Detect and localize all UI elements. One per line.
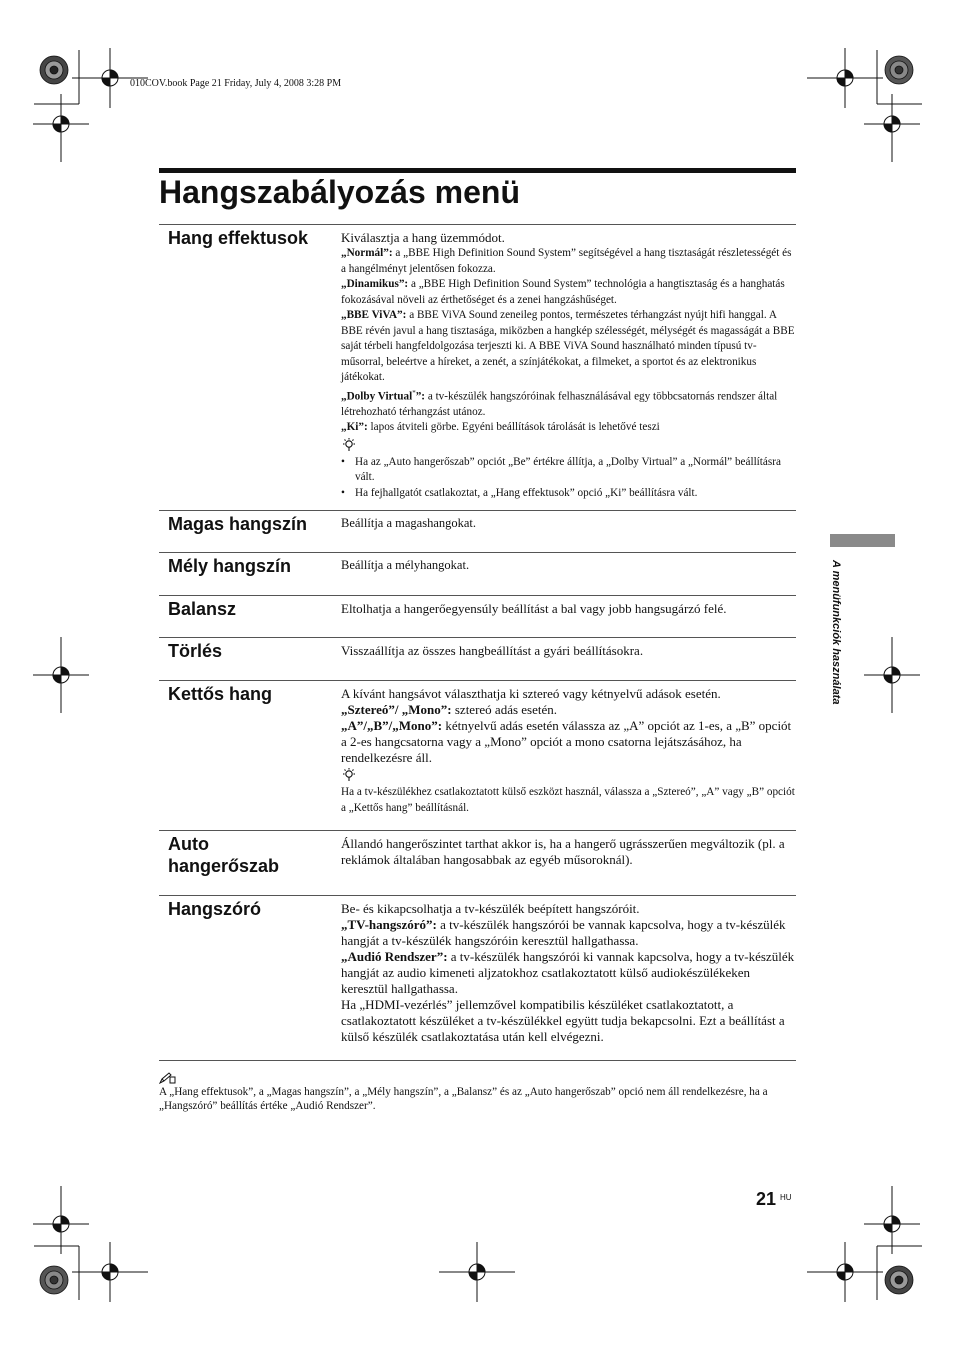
section-label: Balansz xyxy=(168,599,237,619)
section-hangszoro xyxy=(159,895,796,1061)
section-label: Mély hangszín xyxy=(168,556,292,576)
option-dolby-virtual: „Dolby Virtual*”: a tv-készülék hangszóróinak felhasználásával egy többcsatornás rendszer által létrehozható térhangzást utánoz. xyxy=(341,388,778,418)
section-torles xyxy=(159,637,796,681)
section-mely-hangszin xyxy=(159,552,796,596)
hdmi-text: Ha „HDMI-vezérlés” jellemzővel kompatibilis készüléket csatlakoztatott, a csatlakoztatott készüléket a tv-készülékkel együtt tudja bekapcsolni. Ezt a beállítást a külső készülék csatlakoztatása után kell elvégezni. xyxy=(341,997,785,1044)
option-ki: „Ki”: lapos átviteli görbe. Egyéni beállítások tárolását is lehetővé teszi xyxy=(341,421,660,434)
intro-text: Kiválasztja a hang üzemmódot. xyxy=(341,230,505,245)
section-label: Kettős hang xyxy=(168,684,273,704)
section-label: Törlés xyxy=(168,641,223,661)
page-language: HU xyxy=(780,1193,792,1202)
section-body xyxy=(341,686,796,816)
note-block xyxy=(159,1072,779,1113)
section-body: Eltolhatja a hangerőegyensúly beállítást a bal vagy jobb hangsugárzó felé. xyxy=(341,601,727,616)
option-dinamikus: „Dinamikus”: a „BBE High Definition Sound System” technológia a hangtisztaság és a hanghatás fokozásával növeli az érthetőséget és a zenei hangzáshűséget. xyxy=(341,278,785,306)
section-body: Beállítja a magashangokat. xyxy=(341,516,477,530)
tip-text: Ha a tv-készülékhez csatlakoztatott külső eszközt használ, válassza a „Sztereó”, „A” vagy „B” opciót a „Kettős hang” beállításnál. xyxy=(341,786,795,814)
intro-text: A kívánt hangsávot választhatja ki sztereó vagy kétnyelvű adások esetén. xyxy=(341,686,721,701)
tips-list xyxy=(341,455,796,502)
section-label: Hangszóró xyxy=(168,899,262,919)
pencil-note-icon xyxy=(159,1072,177,1084)
title-rule xyxy=(159,168,796,173)
section-hang-effektusok xyxy=(159,224,796,511)
section-label: Magas hangszín xyxy=(168,514,308,534)
tip-item: • Ha fejhallgatót csatlakoztat, a „Hang effektusok” opció „Ki” beállításra vált. xyxy=(341,486,796,502)
section-body xyxy=(341,230,796,501)
option-audio-rendszer: „Audió Rendszer”: a tv-készülék hangszórói ki vannak kapcsolva, hogy a tv-készülék hangját az audio kimeneti aljzatokhoz csatlakoztatott külső audiokészülékeken keresztül hallgathassa. xyxy=(341,949,795,996)
section-magas-hangszin xyxy=(159,510,796,553)
file-info-header: 010COV.book Page 21 Friday, July 4, 2008 3:28 PM xyxy=(130,78,342,89)
option-normal: „Normál”: a „BBE High Definition Sound System” segítségével a hang tisztaságát részletességét és a hangélményt jelentősen fokozza. xyxy=(341,247,792,275)
note-text: A „Hang effektusok”, a „Magas hangszín”, a „Mély hangszín”, a „Balansz” és az „Auto hangerőszab” opció nem áll rendelkezésre, ha a „Hangszóró” beállítás értéke „Audió Rendszer”. xyxy=(159,1086,768,1112)
section-body: Állandó hangerőszintet tarthat akkor is, ha a hangerő ugrásszerűen megváltozik (pl. a reklámok általában hangosabbak az egyéb műsoroknál). xyxy=(341,836,785,867)
option-bbe-viva: „BBE ViVA”: a BBE ViVA Sound zeneileg pontos, természetes térhangzást nyújt hifi hanggal. A BBE révén javul a hang tisztasága, miközben a hangkép szélességét, mélységét és magasságát a BBE saját térbeli hangfeldolgozása terjeszti ki. A BBE ViVA Sound használható minden típusú tv-műsorral, beleértve a híreket, a zenét, a színjátékokat, a filmeket, a sportot és az elektronikus játékokat. xyxy=(341,309,795,383)
chapter-tab xyxy=(830,534,895,547)
intro-text: Be- és kikapcsolhatja a tv-készülék beépített hangszóróit. xyxy=(341,901,640,916)
page-number: 21 xyxy=(756,1189,777,1209)
section-body xyxy=(341,901,796,1045)
section-body: Beállítja a mélyhangokat. xyxy=(341,558,470,572)
option-tv-hangszoro: „TV-hangszóró”: a tv-készülék hangszórói be vannak kapcsolva, hogy a tv-készülék hangját a tv-készülék hangszóróin keresztül hallgathassa. xyxy=(341,917,786,948)
section-label: Hang effektusok xyxy=(168,228,309,248)
chapter-tab-label: A menüfunkciók használata xyxy=(830,560,842,705)
section-body: Visszaállítja az összes hangbeállítást a gyári beállításokra. xyxy=(341,643,644,658)
option-sztereo-mono: „Sztereó”/ „Mono”: sztereó adás esetén. xyxy=(341,702,557,717)
section-kettos-hang xyxy=(159,680,796,831)
page-title: Hangszabályozás menü xyxy=(159,174,520,210)
lightbulb-tip-icon xyxy=(341,437,357,453)
section-balansz xyxy=(159,595,796,638)
tip-item: • Ha az „Auto hangerőszab” opciót „Be” értékre állítja, a „Dolby Virtual” a „Normál” beállításra vált. xyxy=(341,455,796,486)
bottom-rule xyxy=(159,1060,796,1061)
option-a-b-mono: „A”/„B”/„Mono”: kétnyelvű adás esetén válassza az „A” opciót az 1-es, a „B” opciót a 2-es hangcsatorna vagy a „Mono” opciót a mono csatorna lejátszásához, ha rendelkezésre áll. xyxy=(341,718,792,765)
lightbulb-tip-icon xyxy=(341,767,357,783)
section-auto-hangeroszab xyxy=(159,830,796,896)
section-label: Auto hangerőszab xyxy=(168,834,280,876)
